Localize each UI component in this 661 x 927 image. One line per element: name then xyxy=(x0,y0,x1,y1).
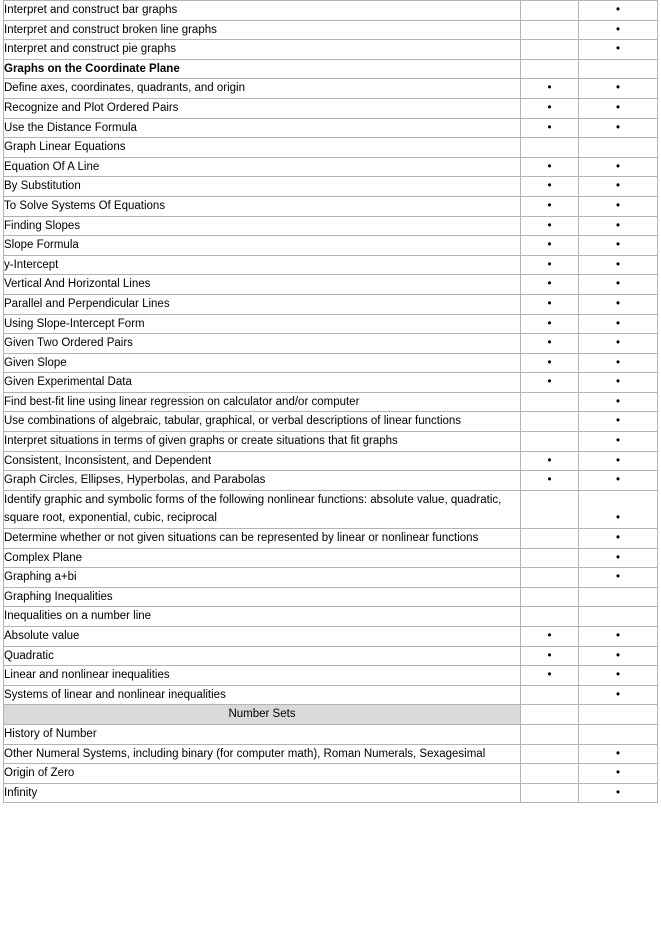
mark-cell-column-1 xyxy=(521,314,579,334)
mark-cell-column-2 xyxy=(579,568,658,588)
mark-cell-column-2 xyxy=(579,646,658,666)
mark-cell-column-2 xyxy=(579,216,658,236)
topic-cell: Parallel and Perpendicular Lines xyxy=(4,294,521,314)
mark-cell-column-2 xyxy=(579,20,658,40)
mark-cell-column-1 xyxy=(521,451,579,471)
bullet-dot-icon: • xyxy=(615,258,621,271)
topic-cell: Systems of linear and nonlinear inequalities xyxy=(4,685,521,705)
bullet-dot-icon: • xyxy=(615,219,621,232)
mark-cell-column-1 xyxy=(521,1,579,21)
mark-cell-column-2 xyxy=(579,294,658,314)
table-row xyxy=(4,705,658,725)
topic-cell: Given Slope xyxy=(4,353,521,373)
mark-cell-column-1 xyxy=(521,685,579,705)
mark-cell-column-2 xyxy=(579,587,658,607)
mark-cell-column-1 xyxy=(521,666,579,686)
table-row xyxy=(4,568,658,588)
bullet-dot-icon: • xyxy=(547,454,552,467)
topic-cell: Slope Formula xyxy=(4,236,521,256)
mark-cell-column-1 xyxy=(521,59,579,79)
topic-cell: To Solve Systems Of Equations xyxy=(4,196,521,216)
mark-cell-column-2 xyxy=(579,607,658,627)
mark-cell-column-2 xyxy=(579,432,658,452)
bullet-dot-icon: • xyxy=(615,649,621,662)
mark-cell-column-1 xyxy=(521,783,579,803)
bullet-dot-icon: • xyxy=(547,356,552,369)
bullet-dot-icon: • xyxy=(547,82,552,95)
mark-cell-column-1 xyxy=(521,216,579,236)
bullet-dot-icon: • xyxy=(547,121,552,134)
mark-cell-column-1 xyxy=(521,118,579,138)
mark-cell-column-1 xyxy=(521,587,579,607)
mark-cell-column-2 xyxy=(579,685,658,705)
table-row xyxy=(4,373,658,393)
bullet-dot-icon: • xyxy=(547,669,552,682)
mark-cell-column-2 xyxy=(579,255,658,275)
mark-cell-column-2 xyxy=(579,118,658,138)
table-row xyxy=(4,490,658,528)
mark-cell-column-1 xyxy=(521,353,579,373)
mark-cell-column-2 xyxy=(579,548,658,568)
curriculum-scope-table xyxy=(3,0,658,803)
topic-cell: Graphing a+bi xyxy=(4,568,521,588)
topic-cell: Other Numeral Systems, including binary (for computer math), Roman Numerals, Sexagesimal xyxy=(4,744,521,764)
mark-cell-column-1 xyxy=(521,138,579,158)
topic-cell: Identify graphic and symbolic forms of the following nonlinear functions: absolute value, quadratic, square root, exponential, cubic, reciprocal xyxy=(4,490,521,528)
topic-cell: Vertical And Horizontal Lines xyxy=(4,275,521,295)
bullet-dot-icon: • xyxy=(615,786,621,799)
bullet-dot-icon: • xyxy=(615,474,621,487)
topic-cell: Use combinations of algebraic, tabular, graphical, or verbal descriptions of linear functions xyxy=(4,412,521,432)
topic-cell: Graph Circles, Ellipses, Hyperbolas, and Parabolas xyxy=(4,471,521,491)
mark-cell-column-1 xyxy=(521,432,579,452)
mark-cell-column-1 xyxy=(521,20,579,40)
mark-cell-column-1 xyxy=(521,764,579,784)
topic-cell: Graphs on the Coordinate Plane xyxy=(4,59,521,79)
mark-cell-column-1 xyxy=(521,412,579,432)
table-row xyxy=(4,314,658,334)
table-row xyxy=(4,196,658,216)
bullet-dot-icon: • xyxy=(615,121,621,134)
bullet-dot-icon: • xyxy=(615,199,621,212)
bullet-dot-icon: • xyxy=(547,474,552,487)
mark-cell-column-1 xyxy=(521,744,579,764)
mark-cell-column-1 xyxy=(521,196,579,216)
bullet-dot-icon: • xyxy=(615,160,621,173)
bullet-dot-icon: • xyxy=(547,101,552,114)
bullet-dot-icon: • xyxy=(615,669,621,682)
table-row xyxy=(4,529,658,549)
topic-cell: Using Slope-Intercept Form xyxy=(4,314,521,334)
topic-cell: Finding Slopes xyxy=(4,216,521,236)
mark-cell-column-2 xyxy=(579,471,658,491)
mark-cell-column-1 xyxy=(521,177,579,197)
bullet-dot-icon: • xyxy=(547,649,552,662)
topic-cell: Given Experimental Data xyxy=(4,373,521,393)
topic-cell: y-Intercept xyxy=(4,255,521,275)
mark-cell-column-2 xyxy=(579,451,658,471)
mark-cell-column-2 xyxy=(579,490,658,528)
bullet-dot-icon: • xyxy=(547,219,552,232)
topic-cell: Quadratic xyxy=(4,646,521,666)
mark-cell-column-2 xyxy=(579,724,658,744)
mark-cell-column-1 xyxy=(521,705,579,725)
table-row xyxy=(4,412,658,432)
table-row xyxy=(4,20,658,40)
bullet-dot-icon: • xyxy=(615,82,621,95)
topic-cell: Consistent, Inconsistent, and Dependent xyxy=(4,451,521,471)
table-row xyxy=(4,548,658,568)
table-row xyxy=(4,334,658,354)
topic-cell: Graph Linear Equations xyxy=(4,138,521,158)
table-row xyxy=(4,177,658,197)
bullet-dot-icon: • xyxy=(615,435,621,448)
table-row xyxy=(4,216,658,236)
mark-cell-column-1 xyxy=(521,255,579,275)
bullet-dot-icon: • xyxy=(547,337,552,350)
bullet-dot-icon: • xyxy=(615,278,621,291)
mark-cell-column-1 xyxy=(521,79,579,99)
bullet-dot-icon: • xyxy=(547,180,552,193)
table-row xyxy=(4,392,658,412)
topic-cell: By Substitution xyxy=(4,177,521,197)
table-row xyxy=(4,764,658,784)
bullet-dot-icon: • xyxy=(615,356,621,369)
topic-cell: Find best-fit line using linear regression on calculator and/or computer xyxy=(4,392,521,412)
table-row xyxy=(4,685,658,705)
bullet-dot-icon: • xyxy=(615,337,621,350)
table-row xyxy=(4,79,658,99)
mark-cell-column-1 xyxy=(521,275,579,295)
table-row xyxy=(4,353,658,373)
table-row xyxy=(4,255,658,275)
bullet-dot-icon: • xyxy=(615,43,621,56)
table-row xyxy=(4,98,658,118)
table-row xyxy=(4,236,658,256)
mark-cell-column-2 xyxy=(579,705,658,725)
mark-cell-column-1 xyxy=(521,392,579,412)
bullet-dot-icon: • xyxy=(615,180,621,193)
bullet-dot-icon: • xyxy=(547,199,552,212)
bullet-dot-icon: • xyxy=(547,376,552,389)
bullet-dot-icon: • xyxy=(615,395,621,408)
mark-cell-column-1 xyxy=(521,373,579,393)
mark-cell-column-2 xyxy=(579,783,658,803)
topic-cell: Recognize and Plot Ordered Pairs xyxy=(4,98,521,118)
mark-cell-column-1 xyxy=(521,490,579,528)
table-row xyxy=(4,432,658,452)
table-row xyxy=(4,471,658,491)
bullet-dot-icon: • xyxy=(615,415,621,428)
topic-cell: Interpret and construct bar graphs xyxy=(4,1,521,21)
bullet-dot-icon: • xyxy=(615,297,621,310)
bullet-dot-icon: • xyxy=(615,376,621,389)
topic-cell: Interpret and construct broken line graphs xyxy=(4,20,521,40)
bullet-dot-icon: • xyxy=(615,630,621,642)
bullet-dot-icon: • xyxy=(615,532,621,545)
table-row xyxy=(4,607,658,627)
mark-cell-column-2 xyxy=(579,196,658,216)
table-row xyxy=(4,294,658,314)
bullet-dot-icon: • xyxy=(615,767,621,780)
bullet-dot-icon: • xyxy=(547,297,552,310)
mark-cell-column-1 xyxy=(521,548,579,568)
table-row xyxy=(4,138,658,158)
mark-cell-column-2 xyxy=(579,236,658,256)
table-row xyxy=(4,587,658,607)
bullet-dot-icon: • xyxy=(547,239,552,252)
mark-cell-column-1 xyxy=(521,40,579,60)
bullet-dot-icon: • xyxy=(547,258,552,271)
topic-cell: Linear and nonlinear inequalities xyxy=(4,666,521,686)
mark-cell-column-1 xyxy=(521,627,579,647)
topic-cell: Inequalities on a number line xyxy=(4,607,521,627)
topic-cell: Given Two Ordered Pairs xyxy=(4,334,521,354)
table-row xyxy=(4,724,658,744)
topic-cell: Complex Plane xyxy=(4,548,521,568)
mark-cell-column-1 xyxy=(521,157,579,177)
mark-cell-column-1 xyxy=(521,294,579,314)
mark-cell-column-1 xyxy=(521,646,579,666)
topic-cell: History of Number xyxy=(4,724,521,744)
topic-cell: Determine whether or not given situations can be represented by linear or nonlinear functions xyxy=(4,529,521,549)
mark-cell-column-2 xyxy=(579,275,658,295)
topic-cell: Graphing Inequalities xyxy=(4,587,521,607)
bullet-dot-icon: • xyxy=(615,239,621,252)
mark-cell-column-2 xyxy=(579,59,658,79)
mark-cell-column-1 xyxy=(521,724,579,744)
mark-cell-column-1 xyxy=(521,471,579,491)
bullet-dot-icon: • xyxy=(615,551,621,564)
bullet-dot-icon: • xyxy=(615,454,621,467)
mark-cell-column-2 xyxy=(579,79,658,99)
topic-cell: Origin of Zero xyxy=(4,764,521,784)
bullet-dot-icon: • xyxy=(615,571,621,584)
mark-cell-column-2 xyxy=(579,40,658,60)
mark-cell-column-2 xyxy=(579,1,658,21)
table-row xyxy=(4,627,658,647)
section-header-cell: Number Sets xyxy=(4,705,521,725)
mark-cell-column-2 xyxy=(579,98,658,118)
bullet-dot-icon: • xyxy=(547,317,552,330)
mark-cell-column-2 xyxy=(579,353,658,373)
bullet-dot-icon: • xyxy=(547,160,552,173)
table-row xyxy=(4,451,658,471)
bullet-dot-icon: • xyxy=(615,4,621,16)
table-row xyxy=(4,118,658,138)
bullet-dot-icon: • xyxy=(615,688,621,701)
mark-cell-column-1 xyxy=(521,98,579,118)
mark-cell-column-2 xyxy=(579,392,658,412)
bullet-dot-icon: • xyxy=(615,747,621,760)
table-row xyxy=(4,783,658,803)
table-row xyxy=(4,275,658,295)
mark-cell-column-2 xyxy=(579,138,658,158)
mark-cell-column-2 xyxy=(579,177,658,197)
topic-cell: Equation Of A Line xyxy=(4,157,521,177)
mark-cell-column-1 xyxy=(521,607,579,627)
bullet-dot-icon: • xyxy=(547,630,552,642)
topic-cell: Absolute value xyxy=(4,627,521,647)
mark-cell-column-2 xyxy=(579,764,658,784)
bullet-dot-icon: • xyxy=(615,23,621,36)
mark-cell-column-2 xyxy=(579,373,658,393)
table-body xyxy=(4,1,658,803)
mark-cell-column-1 xyxy=(521,568,579,588)
mark-cell-column-2 xyxy=(579,334,658,354)
mark-cell-column-2 xyxy=(579,529,658,549)
bullet-dot-icon: • xyxy=(615,101,621,114)
topic-cell: Define axes, coordinates, quadrants, and origin xyxy=(4,79,521,99)
table-row xyxy=(4,157,658,177)
bullet-dot-icon: • xyxy=(547,278,552,291)
bullet-dot-icon: • xyxy=(615,317,621,330)
table-row xyxy=(4,40,658,60)
table-row xyxy=(4,646,658,666)
topic-cell: Infinity xyxy=(4,783,521,803)
mark-cell-column-1 xyxy=(521,529,579,549)
mark-cell-column-2 xyxy=(579,412,658,432)
table-row xyxy=(4,59,658,79)
table-row xyxy=(4,1,658,21)
table-row xyxy=(4,666,658,686)
mark-cell-column-2 xyxy=(579,627,658,647)
table-row xyxy=(4,744,658,764)
topic-cell: Interpret situations in terms of given graphs or create situations that fit graphs xyxy=(4,432,521,452)
mark-cell-column-2 xyxy=(579,314,658,334)
mark-cell-column-2 xyxy=(579,744,658,764)
mark-cell-column-2 xyxy=(579,157,658,177)
mark-cell-column-1 xyxy=(521,334,579,354)
mark-cell-column-2 xyxy=(579,666,658,686)
bullet-dot-icon: • xyxy=(615,512,621,525)
topic-cell: Interpret and construct pie graphs xyxy=(4,40,521,60)
mark-cell-column-1 xyxy=(521,236,579,256)
topic-cell: Use the Distance Formula xyxy=(4,118,521,138)
